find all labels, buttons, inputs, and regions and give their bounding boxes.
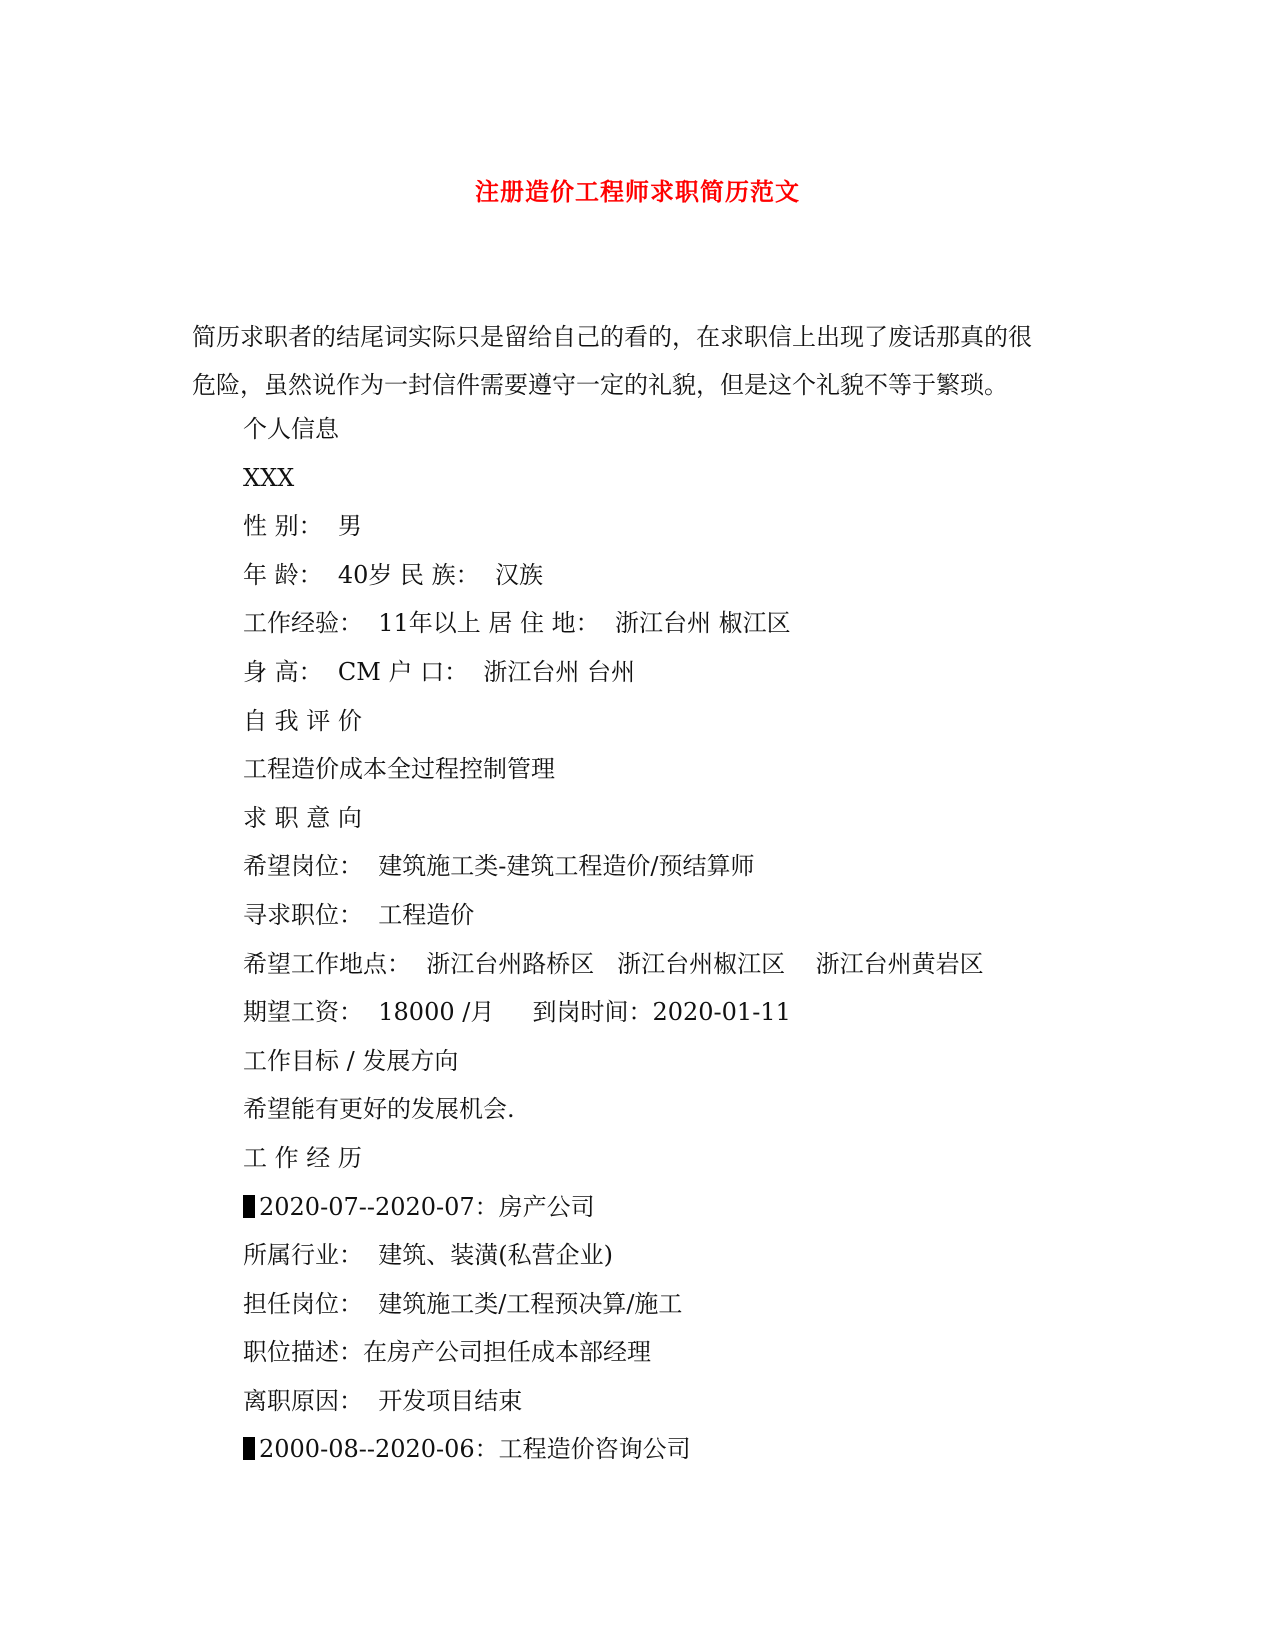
job-entry-heading [243, 1434, 1203, 1483]
section-heading-goals: 工作目标 / 发展方向 [243, 1046, 459, 1075]
experience-residence-line: 工作经验： 11年以上 居 住 地： 浙江台州 椒江区 [243, 609, 791, 638]
self-evaluation-text: 工程造价成本全过程控制管理 [243, 755, 555, 784]
goals-text: 希望能有更好的发展机会. [243, 1095, 515, 1124]
leaving-reason-line: 离职原因： 开发项目结束 [243, 1386, 523, 1415]
section-heading-job-intention: 求 职 意 向 [243, 803, 362, 832]
resume-body [243, 414, 1203, 1483]
intro-paragraph [192, 313, 1092, 409]
seeking-position-line: 寻求职位： 工程造价 [243, 900, 475, 929]
age-ethnicity-line: 年 龄： 40岁 民 族： 汉族 [243, 560, 543, 589]
height-hukou-line: 身 高： CM 户 口： 浙江台州 台州 [243, 657, 635, 686]
desired-location-line: 希望工作地点： 浙江台州路桥区 浙江台州椒江区 浙江台州黄岩区 [243, 949, 984, 978]
job-entry-heading [243, 1192, 1203, 1241]
job-entry-dates-company: 2020-07--2020-07：房产公司 [259, 1192, 595, 1221]
section-heading-personal-info: 个人信息 [243, 415, 339, 443]
job-entry-dates-company: 2000-08--2020-06：工程造价咨询公司 [259, 1435, 691, 1464]
desired-position-line: 希望岗位： 建筑施工类-建筑工程造价/预结算师 [243, 852, 755, 881]
section-heading-self-evaluation: 自 我 评 价 [243, 706, 362, 735]
job-description-line: 职位描述：在房产公司担任成本部经理 [243, 1338, 651, 1367]
bullet-block-icon [243, 1195, 255, 1218]
gender-line: 性 别： 男 [243, 512, 362, 541]
role-line: 担任岗位： 建筑施工类/工程预决算/施工 [243, 1289, 683, 1318]
section-heading-work-history: 工 作 经 历 [243, 1143, 362, 1172]
intro-line: 简历求职者的结尾词实际只是留给自己的看的，在求职信上出现了废话那真的很 [192, 323, 1032, 351]
name-value: XXX [243, 463, 295, 492]
intro-line: 危险，虽然说作为一封信件需要遵守一定的礼貌，但是这个礼貌不等于繁琐。 [192, 371, 1008, 399]
bullet-block-icon [243, 1437, 255, 1460]
industry-line: 所属行业： 建筑、装潢(私营企业) [243, 1241, 613, 1270]
document-title: 注册造价工程师求职简历范文 [475, 177, 800, 206]
salary-start-date-line: 期望工资： 18000 /月 到岗时间：2020-01-11 [243, 998, 791, 1027]
